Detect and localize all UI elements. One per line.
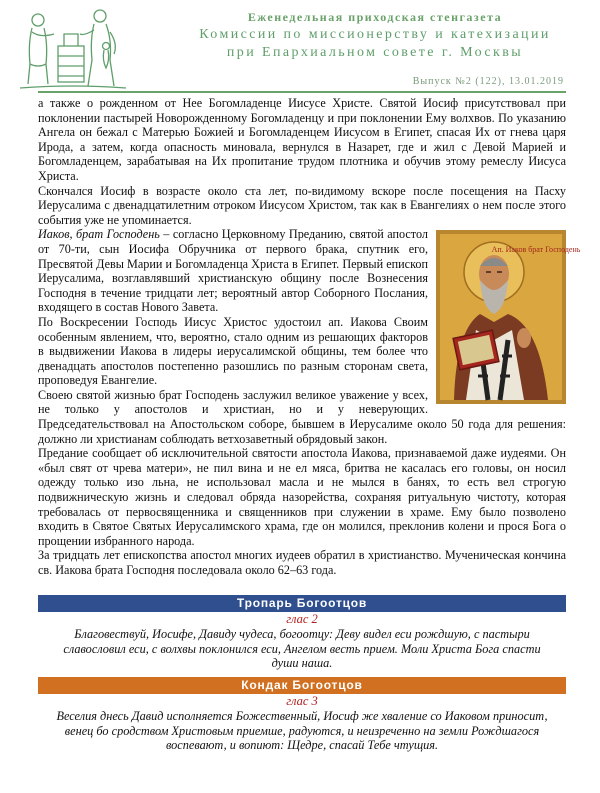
header-title-line2: при Епархиальном совете г. Москвы xyxy=(226,45,524,60)
icon-inscription: Ап. Иаков брат Господень xyxy=(491,245,581,255)
holy-family-logo-icon xyxy=(14,4,132,92)
troparion-text: Благовествуй, Иосифе, Давиду чудеса, богоотцу: Деву видел еси рождшую, с пастыри славословил еси, с волхвы поклонился еси, Ангелом весть прием. Моли Христа Бога спасти души наша. xyxy=(63,627,541,671)
header-title-line1: Комиссии по миссионерству и катехизации xyxy=(199,27,551,42)
troparion-banner: Тропарь Богоотцов xyxy=(38,595,566,612)
article-paragraph-7: За тридцать лет епископства апостол многих иудеев обратил в христианство. Мученическая кончина св. Иакова брата Господня последовала около 62–63 года. xyxy=(38,548,566,577)
apostle-james-icon-image xyxy=(436,230,581,404)
article-paragraph-4: По Воскресении Господь Иисус Христос удостоил ап. Иакова Своим особенным явлением, что, вероятно, стало одним из решающих факторов в выдвижении Иакова в лидеры иерусалимской общины, тем более что двенадцать апостолов постепенно разошлись по разным сторонам света, проповедуя Евангелие. xyxy=(38,314,428,388)
kontakion-tone: глас 3 xyxy=(286,694,318,708)
kontakion-banner: Кондак Богоотцов xyxy=(38,677,566,694)
article-paragraph-1: а также о рожденном от Нее Богомладенце Иисусе Христе. Святой Иосиф присутствовал при поклонении пастырей Новорожденному Богомладенцу и при поклонении Ему волхвов. По указанию Ангела он бежал с Матерью Божией и Богомладенцем Иисусом в Египет, спасая Их от гнева царя Ирода, а затем, когда опасность миновала, вернулся в Назарет, где и жил с Девой Марией и Богомладенцем, зарабатывая на Их пропитание трудом плотника и обучив этому ремеслу Иисуса Христа. xyxy=(38,96,566,183)
james-intro-text: – согласно Церковному Преданию, святой апостол от 70-ти, сын Иосифа Обручника от первого брака, спутник его, Пресвятой Девы Марии и Богомладенца Христа в Египет. Первый епископ Иерусалима, возглавлявший христианскую общину после Вознесения Господня в течение тридцати лет; вероятный автор Соборного Послания, входящего в состав Нового Завета. xyxy=(38,227,428,315)
header-subtitle: Еженедельная приходская стенгазета xyxy=(247,10,503,24)
issue-number: Выпуск №2 (122), 13.01.2019 xyxy=(412,76,564,87)
james-name-lead: Иаков, брат Господень xyxy=(38,227,160,242)
troparion-tone: глас 2 xyxy=(286,612,318,626)
apostle-james-icon xyxy=(436,230,581,404)
header-divider xyxy=(38,91,566,93)
newspaper-header xyxy=(0,0,600,96)
article-body xyxy=(38,96,581,578)
kontakion-text: Веселия днесь Давид исполняется Божественный, Иосиф же хваление со Иаковом приносит, венец бо сродством Христовым приемше, радуются, и неизреченно на земли Рождшагося воспевают, и вопиют: Щедре, спасай Тебе чтущия. xyxy=(56,709,548,753)
article-paragraph-2: Скончался Иосиф в возрасте около ста лет, по-видимому вскоре после посещения на Пасху Иерусалима с двенадцатилетним отроком Иисусом Христом, так как в Евангелиях о нем после этого события уже не упоминается. xyxy=(38,183,566,227)
article-paragraph-6: Предание сообщает об исключительной святости апостола Иакова, признаваемой даже иудеями. Он «был свят от чрева матери», не пил вина и не ел мяса, бритва не касалась его головы, он носил одежду только изо льна, не использовал масла и не мылся в банях, то есть вел строгую подвижническую жизнь и следовал обряда назорейства, сохраняя ритуальную чистоту, которая требовалась от первосвященника и священников при служении в храме. Ему было позволено входить в Святое Святых Иерусалимского храма, где он молился, преклонив колени и прося Бога о прощении избранного народа. xyxy=(38,446,566,548)
article-paragraph-5: Своею святой жизнью брат Господень заслужил великое уважение у всех, не только у апостолов и христиан, но и у неверующих. Председательствовал на Апостольском соборе, бывшем в Иерусалиме около 50 года для решения: должно ли христианам соблюдать ветхозаветный обрядовый закон. xyxy=(38,387,566,446)
